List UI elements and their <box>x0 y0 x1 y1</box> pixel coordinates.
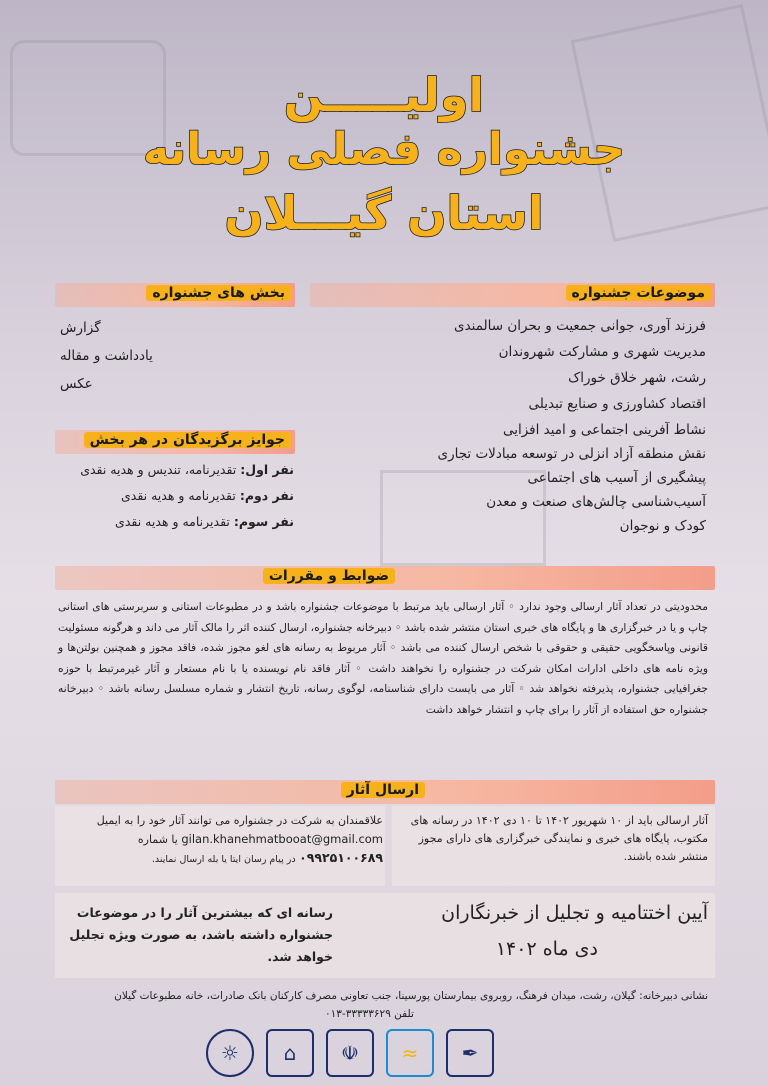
email-link[interactable]: gilan.khanehmatbooat@gmail.com <box>181 832 383 846</box>
sponsor-logos <box>200 1025 500 1081</box>
prize-item-3 <box>115 514 294 529</box>
footer-address: نشانی دبیرخانه: گیلان، رشت، میدان فرهنگ، روبروی بیمارستان پورسینا، جنب تعاونی مصرف کارکنان بانک صادرات، خانه مطبوعات گیلان <box>114 990 708 1002</box>
topic-item: نشاط آفرینی اجتماعی و امید افزایی <box>502 422 706 438</box>
submission-bar <box>55 780 715 804</box>
prize-item-2 <box>121 488 294 503</box>
phone-number: ۰۹۹۲۵۱۰۰۶۸۹ <box>299 850 383 865</box>
prize-item-1 <box>80 462 294 477</box>
submission-heading: ارسال آثار <box>341 782 425 798</box>
sections-bar <box>55 283 295 307</box>
rules-bar <box>55 566 715 590</box>
submission-deadline-text: آثار ارسالی باید از ۱۰ شهریور ۱۴۰۲ تا ۱۰ دی ۱۴۰۲ در رسانه های مکتوب، پایگاه های خبری و نمایندگی خبرگزاری های دارای مجوز منتشر شده باشند. <box>410 814 708 863</box>
topic-item: فرزند آوری، جوانی جمعیت و بحران سالمندی <box>454 318 706 334</box>
special-text: رسانه ای که بیشترین آثار را در موضوعات جشنواره داشته باشد، به صورت ویژه تجلیل خواهد شد. <box>69 905 333 964</box>
title-line-2: جشنواره فصلی رسانه <box>142 124 626 175</box>
free-zone-logo: ≈ <box>386 1029 434 1077</box>
footer-phone: تلفن ۳۳۳۳۳۶۲۹-۰۱۳ <box>325 1008 414 1020</box>
water-logo: ☼ <box>206 1029 254 1077</box>
topic-item: کودک و نوجوان <box>619 518 706 534</box>
prize-text: تقدیرنامه و هدیه نقدی <box>120 488 236 503</box>
phone-note: در پیام رسان ایتا یا بله ارسال نمایند. <box>151 854 296 865</box>
ceremony-line-2: دی ماه ۱۴۰۲ <box>495 938 598 960</box>
topic-item: نقش منطقه آزاد انزلی در توسعه مبادلات تجاری <box>437 446 706 462</box>
topics-heading: موضوعات جشنواره <box>566 285 711 301</box>
topic-item: اقتصاد کشاورزی و صنایع تبدیلی <box>528 396 706 412</box>
press-house-logo: ✒ <box>446 1029 494 1077</box>
title-line-1: اولیـــــن <box>283 68 485 122</box>
sections-heading: بخش های جشنواره <box>146 285 291 301</box>
organization-logo: ⌂ <box>266 1029 314 1077</box>
topic-item: آسیب‌شناسی چالش‌های صنعت و معدن <box>486 494 706 510</box>
topic-item: رشت، شهر خلاق خوراک <box>568 370 706 386</box>
prizes-bar <box>55 430 295 454</box>
culture-ministry-logo: ☫ <box>326 1029 374 1077</box>
prize-rank: نفر دوم: <box>239 488 294 503</box>
rules-heading: ضوابط و مقررات <box>263 568 395 584</box>
topic-item: پیشگیری از آسیب های اجتماعی <box>527 470 706 486</box>
prize-rank: نفر اول: <box>240 462 294 477</box>
section-item: گزارش <box>60 320 101 336</box>
prize-text: تقدیرنامه و هدیه نقدی <box>115 514 230 529</box>
topics-bar <box>310 283 715 307</box>
topic-item: مدیریت شهری و مشارکت شهروندان <box>498 344 706 360</box>
house-decoration <box>380 470 546 566</box>
phone-prefix: یا شماره <box>137 833 178 846</box>
title-line-3: استان گیـــلان <box>224 186 544 240</box>
prize-text: تقدیرنامه، تندیس و هدیه نقدی <box>80 462 237 477</box>
prizes-heading: جوایز برگزیدگان در هر بخش <box>84 432 291 448</box>
section-item: یادداشت و مقاله <box>60 348 153 364</box>
rules-text: محدودیتی در تعداد آثار ارسالی وجود ندارد ◦ آثار ارسالی باید مرتبط با موضوعات جشنواره باشد و در مطبوعات استانی و سربرستی های استانی چاپ و یا در خبرگزاری ها و پایگاه های خبری استان منتشر شده باشد ◦ دبیرخانه جشنواره، ارسال کننده اثر را مالک آثار می داند و هرگونه مسئولیت قانونی وپاسخگویی حقیقی و حقوقی با شخص ارسال کننده می باشد ◦ آثار مربوط به رسانه های لغو مجوز شده، فاقد مجوز و همچنین بولتن‌ها و ویژه نامه های داخلی ادارات امکان شرکت در جشنواره را نخواهند داشت ◦ آثار فاقد نام نویسنده یا با نام مستعار و آثار غیرمرتبط با حوزه جغرافیایی جشنواره، پذیرفته نخواهد شد ◦ آثار می بایست دارای شناسنامه، لوگوی رسانه، تاریخ انتشار و شماره مسلسل رسانه باشد ◦ دبیرخانه جشنواره حق استفاده از آثار را برای چاپ و انتشار خواهد داشت <box>58 600 708 716</box>
submission-left-text: علاقمندان به شرکت در جشنواره می توانند آثار خود را به ایمیل <box>96 814 383 827</box>
submission-email-text <box>63 812 383 869</box>
prize-rank: نفر سوم: <box>233 514 294 529</box>
section-item: عکس <box>60 376 93 392</box>
ceremony-line-1: آیین اختتامیه و تجلیل از خبرنگاران <box>441 902 708 924</box>
